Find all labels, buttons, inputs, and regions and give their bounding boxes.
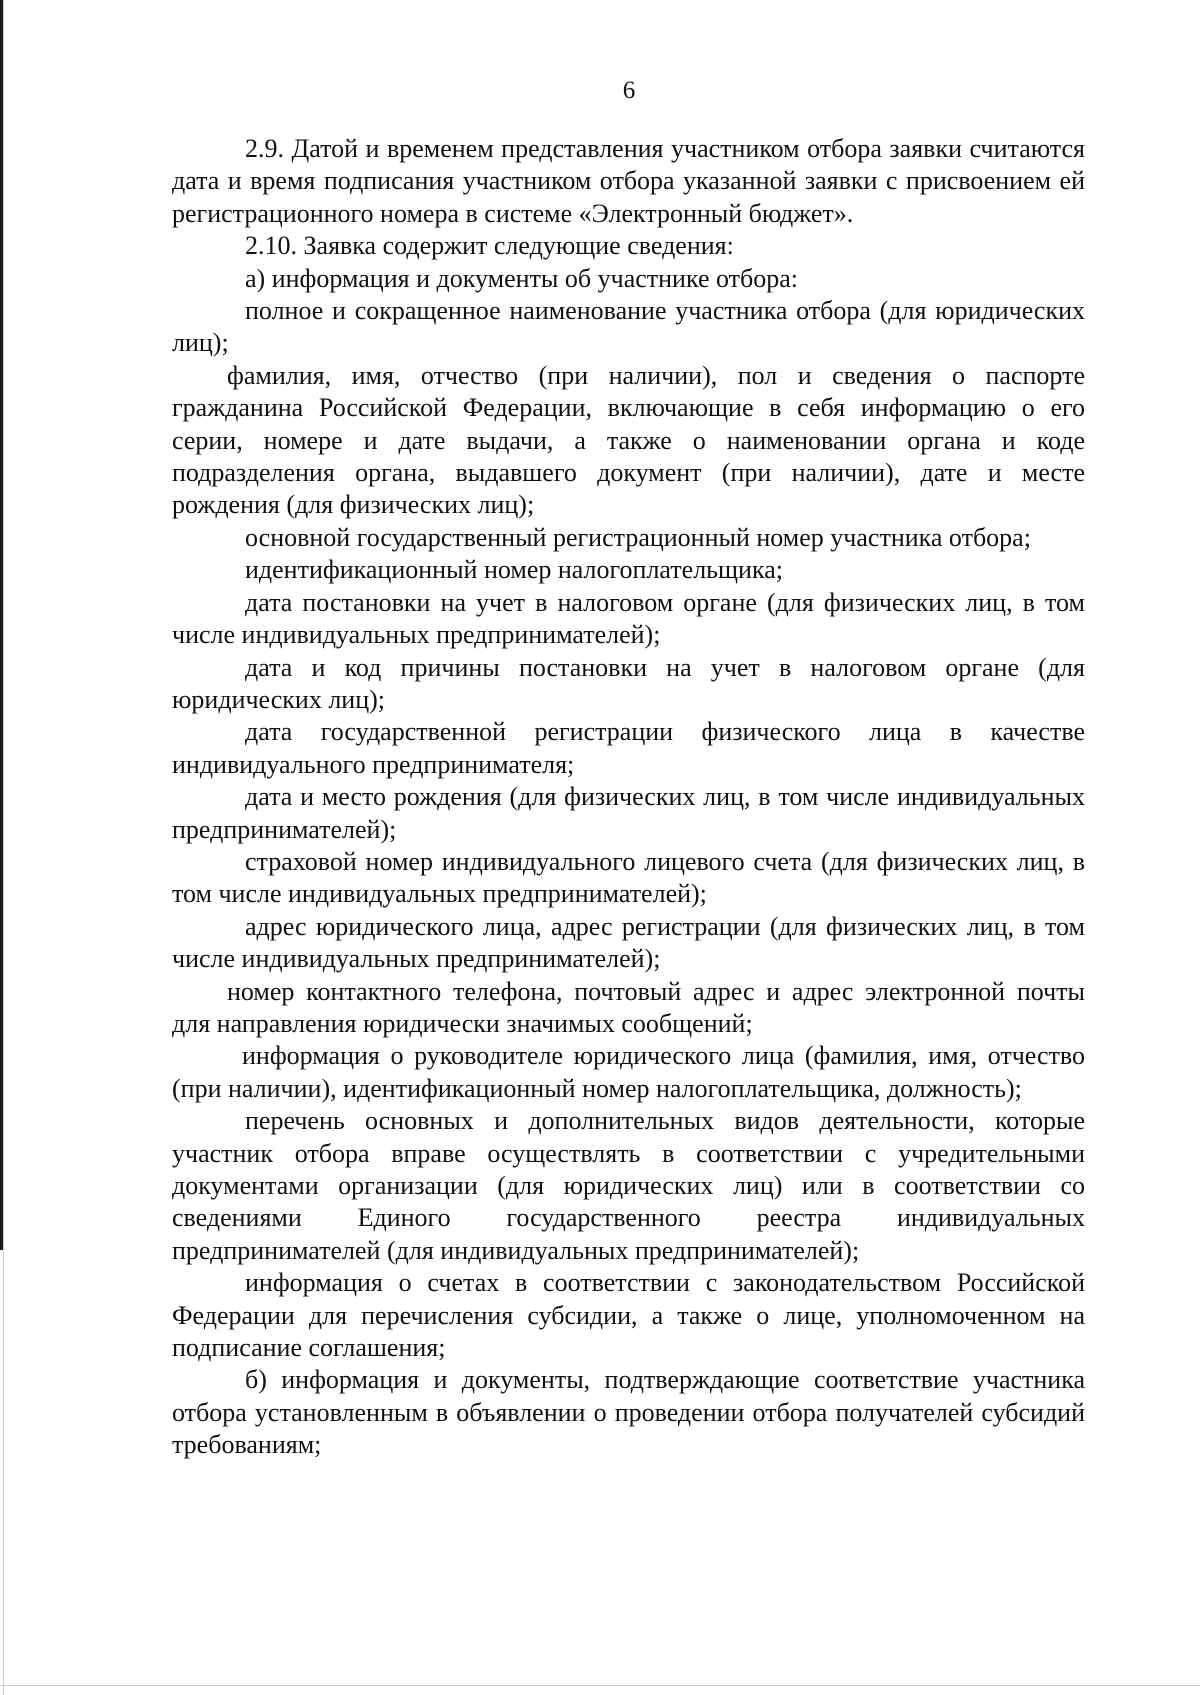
paragraph-snils: страховой номер индивидуального лицевого счета (для физических лиц, в том числе индивидуальных предпринимателей); [172,846,1085,909]
paragraph-item-b: б) информация и документы, подтверждающие соответствие участника отбора установленным в объявлении о проведении отбора получателей субсидий требованиям; [172,1365,1085,1460]
paragraph-full-name: полное и сокращенное наименование участника отбора (для юридических лиц); [172,296,1085,358]
page-number: 6 [622,77,636,104]
scan-edge-left-light [3,0,4,1695]
paragraph-birth-date-place: дата и место рождения (для физических лиц, в том числе индивидуальных предпринимателей); [172,782,1085,844]
paragraph-address: адрес юридического лица, адрес регистрации (для физических лиц, в том числе индивидуальных предпринимателей); [172,911,1085,974]
paragraph-head-info: информация о руководителе юридического лица (фамилия, имя, отчество (при наличии), идентификационный номер налогоплательщика, должность); [172,1041,1085,1103]
paragraph-item-a: а) информация и документы об участнике отбора: [245,263,798,293]
document-body [172,133,1085,1462]
paragraph-kpp: дата и код причины постановки на учет в налоговом органе (для юридических лиц); [172,652,1085,714]
paragraph-contacts: номер контактного телефона, почтовый адрес и адрес электронной почты для направления юридически значимых сообщений; [172,976,1085,1038]
paragraph-passport-info: фамилия, имя, отчество (при наличии), пол и сведения о паспорте гражданина Российской Федерации, включающие в себя информацию о его серии, номере и дате выдачи, а также о наименовании органа и коде подразделения органа, выдавшего документ (при наличии), дате и месте рождения (для физических лиц); [172,360,1085,520]
scan-edge-bottom [0,1685,1200,1686]
paragraph-inn: идентификационный номер налогоплательщика; [245,555,783,585]
paragraph-ip-registration-date: дата государственной регистрации физического лица в качестве индивидуального предпринимателя; [172,717,1085,779]
paragraph-tax-registration-date: дата постановки на учет в налоговом органе (для физических лиц, в том числе индивидуальных предпринимателей); [172,587,1085,650]
paragraph-2-10: 2.10. Заявка содержит следующие сведения: [245,231,734,261]
paragraph-accounts: информация о счетах в соответствии с законодательством Российской Федерации для перечисления субсидии, а также о лице, уполномоченном на подписание соглашения; [172,1268,1085,1363]
paragraph-2-9: 2.9. Датой и временем представления участником отбора заявки считаются дата и время подписания участником отбора указанной заявки с присвоением ей регистрационного номера в системе «Электронный бюджет». [172,134,1085,228]
paragraph-ogrn: основной государственный регистрационный номер участника отбора; [245,522,1031,552]
paragraph-activities: перечень основных и дополнительных видов деятельности, которые участник отбора вправе осуществлять в соответствии с учредительными документами организации (для юридических лиц) или в соответствии со сведениями Единого государственного реестра индивидуальных предпринимателей (для индивидуальных предпринимателей); [172,1106,1085,1265]
